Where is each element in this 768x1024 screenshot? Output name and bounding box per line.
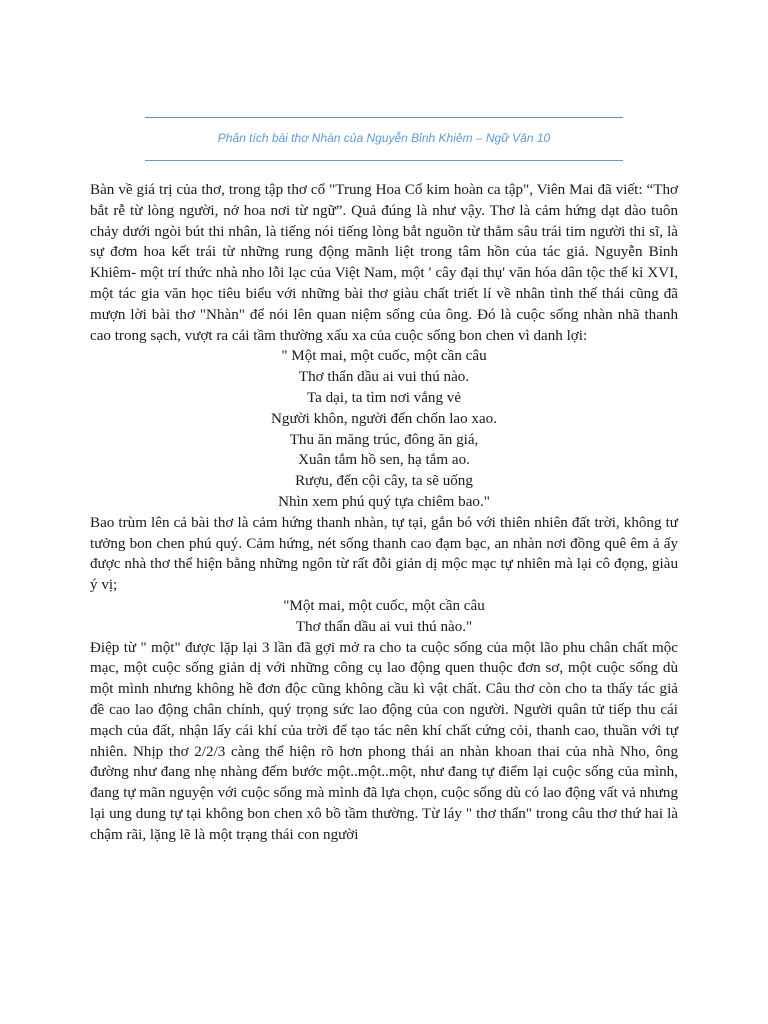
document-header-title: Phân tích bài thơ Nhàn của Nguyễn Bỉnh Khiêm – Ngữ Văn 10 [217,131,551,145]
paragraph-analysis: Điệp từ " một" được lặp lại 3 lần đã gợi mở ra cho ta cuộc sống của một lão phu chân chất mộc mạc, một cuộc sống giản dị với những công cụ lao động quen thuộc đơn sơ, một cuộc sống dù một mình nhưng không hề đơn độc cũng không cầu kì vật chất. Câu thơ còn cho ta thấy tác giả đề cao lao động chân chính, quý trọng sức lao động của con người. Người quân tử tiếp thu cái mạch của đất, nhận lấy cái khí của trời để tạo tác nên khí chất cứng cỏi, thanh cao, thuần với tự nhiên. Nhịp thơ 2/2/3 càng thể hiện rõ hơn phong thái an nhàn khoan thai của nhà Nho, ông đường như đang nhẹ nhàng đếm bước một..một..một, như đang tự điểm lại cuộc sống của mình, đang tự mãn nguyện với cuộc sống mà mình đã lựa chọn, cuộc sống dù có lao động vất vả nhưng lại ung dung tự tại không bon chen xô bồ tầm thường. Từ láy " thơ thẩn" trong câu thơ thứ hai là chậm rãi, lặng lẽ là một trạng thái con người [90,639,678,843]
poem-line: Thơ thẩn dầu ai vui thú nào. [298,369,470,386]
poem-line: Thu ăn măng trúc, đông ăn giá, [289,431,479,448]
paragraph-intro: Bàn về giá trị của thơ, trong tập thơ cổ "Trung Hoa Cổ kim hoàn ca tập", Viên Mai đã viết: “Thơ bắt rễ từ lòng người, nở hoa nơi từ ngữ”. Quả đúng là như vậy. Thơ là cảm hứng dạt dào tuôn chảy dưới ngòi bút thi nhân, là tiếng nói tiếng lòng bắt nguồn từ thẳm sâu trái tim người thi sĩ, là sự đơm hoa kết trái từ những rung động mãnh liệt trong tâm hồn của tác giả. Nguyễn Bỉnh Khiêm- một trí thức nhà nho lỗi lạc của Việt Nam, một ' cây đại thụ' văn hóa dân tộc thế kỉ XVI, một tác gia văn học tiêu biểu với những bài thơ giàu chất triết lí về nhân tình thế thái cũng đã mượn lời bài thơ "Nhàn" để nói lên quan niệm sống của ông. Đó là cuộc sống nhàn nhã thanh cao trong sạch, vượt ra cái tầm thường xấu xa của cuộc sống bon chen vì danh lợi: [90,182,678,344]
header-top-rule [145,117,623,118]
poem-line: Người khôn, người đến chốn lao xao. [271,410,497,427]
poem-line: Rượu, đến cội cây, ta sẽ uống [295,473,473,490]
poem-line: Ta dại, ta tìm nơi vắng vẻ [306,389,462,406]
poem-line: Nhìn xem phú quý tựa chiêm bao." [278,493,490,510]
header-bottom-rule [145,160,623,161]
poem-excerpt [90,596,678,638]
poem-line: Thơ thẩn dầu ai vui thú nào." [295,618,473,635]
paragraph-theme: Bao trùm lên cả bài thơ là cảm hứng thanh nhàn, tự tại, gắn bó với thiên nhiên đất trời, không tư tưởng bon chen phú quý. Cảm hứng, nét sống thanh cao đạm bạc, an nhàn nơi đồng quê êm ả ấy được nhà thơ thể hiện bằng những ngôn từ rất đỗi giản dị mộc mạc tự nhiên mà lại cô đọng, giàu ý vị; [90,514,678,594]
poem-full [90,346,678,512]
poem-line: "Một mai, một cuốc, một cần câu [283,597,485,614]
poem-line: " Một mai, một cuốc, một cần câu [281,348,487,365]
poem-line: Xuân tắm hồ sen, hạ tắm ao. [298,452,470,469]
document-body [90,180,678,846]
